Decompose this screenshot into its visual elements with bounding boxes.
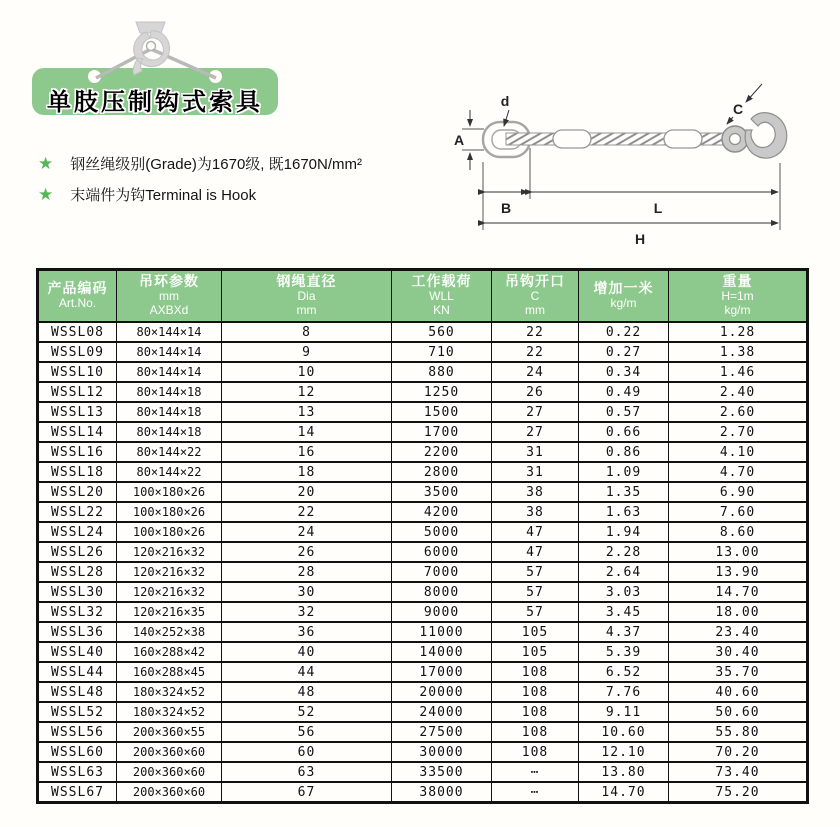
table-row [38,542,808,562]
table-row [38,482,808,502]
cell-weight: 2.60 [669,402,808,422]
cell-art_no: WSSL13 [38,402,117,422]
cell-rope_dia: 52 [222,702,392,722]
cell-hook_opening: 26 [492,382,579,402]
cell-hook_opening: 108 [492,702,579,722]
page-title: 单肢压制钩式索具 [47,89,263,116]
cell-art_no: WSSL56 [38,722,117,742]
dim-label-d: d [500,93,510,109]
cell-add_per_meter: 14.70 [579,782,669,803]
hook-shape [745,113,787,159]
cell-art_no: WSSL67 [38,782,117,803]
cell-weight: 4.70 [669,462,808,482]
column-header-rope_dia [222,270,392,323]
hanging-hook-icon [60,20,280,86]
table-head [38,270,808,323]
cell-weight: 55.80 [669,722,808,742]
cell-art_no: WSSL44 [38,662,117,682]
cell-wll: 560 [392,322,492,342]
column-header-line: Dia [297,289,316,303]
cell-weight: 14.70 [669,582,808,602]
column-header-line: 增加一米 [593,280,654,296]
cell-wll: 1700 [392,422,492,442]
cell-weight: 18.00 [669,602,808,622]
cell-ring_params: 200×360×55 [117,722,222,742]
cell-hook_opening: 22 [492,322,579,342]
cell-hook_opening: 105 [492,642,579,662]
cell-hook_opening: 108 [492,662,579,682]
column-header-line: kg/m [610,296,637,310]
cell-rope_dia: 14 [222,422,392,442]
cell-add_per_meter: 6.52 [579,662,669,682]
table-row [38,342,808,362]
cell-hook_opening: 108 [492,742,579,762]
cell-add_per_meter: 2.64 [579,562,669,582]
dim-arrow-d [504,110,509,126]
cell-wll: 2200 [392,442,492,462]
column-header-line: H=1m [721,289,754,303]
note-grade [38,152,362,174]
cell-rope_dia: 18 [222,462,392,482]
cell-rope_dia: 67 [222,782,392,803]
cell-ring_params: 80×144×22 [117,442,222,462]
cell-hook_opening: 57 [492,582,579,602]
cell-ring_params: 80×144×14 [117,342,222,362]
cell-weight: 23.40 [669,622,808,642]
cell-wll: 4200 [392,502,492,522]
cell-hook_opening: ⋯ [492,782,579,803]
cell-ring_params: 80×144×18 [117,402,222,422]
cell-ring_params: 160×288×42 [117,642,222,662]
column-header-line: mm [525,303,545,317]
dim-label-L: L [653,200,663,216]
cell-hook_opening: 31 [492,442,579,462]
cell-ring_params: 120×216×32 [117,562,222,582]
cell-wll: 880 [392,362,492,382]
cell-add_per_meter: 2.28 [579,542,669,562]
cell-hook_opening: 22 [492,342,579,362]
cell-art_no: WSSL28 [38,562,117,582]
cell-ring_params: 180×324×52 [117,682,222,702]
cell-wll: 3500 [392,482,492,502]
cell-art_no: WSSL30 [38,582,117,602]
cell-hook_opening: 108 [492,722,579,742]
cell-add_per_meter: 1.35 [579,482,669,502]
cell-art_no: WSSL24 [38,522,117,542]
ferrule-right [664,130,702,148]
cell-hook_opening: 108 [492,682,579,702]
column-header-wll [392,270,492,323]
cell-weight: 40.60 [669,682,808,702]
hook-pivot [147,42,156,51]
cell-ring_params: 80×144×14 [117,322,222,342]
hook-eye-hole [730,134,741,145]
table-row [38,582,808,602]
cell-wll: 27500 [392,722,492,742]
dim-label-B: B [500,200,512,216]
star-icon: ★ [38,184,54,204]
cell-wll: 14000 [392,642,492,662]
cell-weight: 1.38 [669,342,808,362]
table-row [38,502,808,522]
table-row [38,662,808,682]
cell-rope_dia: 40 [222,642,392,662]
cell-art_no: WSSL36 [38,622,117,642]
cell-hook_opening: 47 [492,522,579,542]
column-header-hook_opening [492,270,579,323]
cell-ring_params: 140×252×38 [117,622,222,642]
table-row [38,762,808,782]
cell-wll: 33500 [392,762,492,782]
cell-add_per_meter: 7.76 [579,682,669,702]
cell-wll: 38000 [392,782,492,803]
sling-diagram [450,80,835,258]
dim-label-C: C [732,101,744,117]
table-row [38,702,808,722]
cell-ring_params: 120×216×35 [117,602,222,622]
column-header-line: mm [159,289,179,303]
cell-add_per_meter: 0.66 [579,422,669,442]
cell-ring_params: 200×360×60 [117,762,222,782]
cell-rope_dia: 28 [222,562,392,582]
column-header-line: C [530,289,540,303]
table-row [38,722,808,742]
cell-art_no: WSSL09 [38,342,117,362]
cell-wll: 1250 [392,382,492,402]
table-row [38,442,808,462]
column-header-line: 工作载荷 [411,273,472,289]
cell-ring_params: 100×180×26 [117,502,222,522]
cell-add_per_meter: 9.11 [579,702,669,722]
cell-add_per_meter: 0.34 [579,362,669,382]
table-row [38,602,808,622]
column-header-line: WLL [429,289,454,303]
cell-wll: 17000 [392,662,492,682]
cell-add_per_meter: 3.03 [579,582,669,602]
column-header-line: AXBXd [149,303,189,317]
column-header-ring_params [117,270,222,323]
cell-weight: 2.40 [669,382,808,402]
cell-ring_params: 100×180×26 [117,522,222,542]
star-icon: ★ [38,153,54,173]
cell-wll: 7000 [392,562,492,582]
cell-weight: 7.60 [669,502,808,522]
cell-wll: 24000 [392,702,492,722]
table-row [38,322,808,342]
dim-arrow-C-upper [746,84,762,102]
cell-add_per_meter: 0.27 [579,342,669,362]
cell-art_no: WSSL52 [38,702,117,722]
cell-art_no: WSSL40 [38,642,117,662]
cell-wll: 5000 [392,522,492,542]
product-table [36,268,809,804]
cell-weight: 4.10 [669,442,808,462]
cell-rope_dia: 9 [222,342,392,362]
dim-arrow-C-lower [727,117,733,124]
cell-rope_dia: 26 [222,542,392,562]
cell-ring_params: 100×180×26 [117,482,222,502]
note-text: 末端件为钩Terminal is Hook [70,186,257,204]
note-terminal [38,183,362,205]
cell-rope_dia: 30 [222,582,392,602]
dim-label-A: A [453,132,465,148]
hook-body [133,31,169,75]
cell-weight: 73.40 [669,762,808,782]
cell-rope_dia: 56 [222,722,392,742]
cell-rope_dia: 24 [222,522,392,542]
cell-add_per_meter: 0.86 [579,442,669,462]
cell-weight: 13.90 [669,562,808,582]
note-text: 钢丝绳级别(Grade)为1670级, 既1670N/mm² [70,155,362,173]
cell-art_no: WSSL12 [38,382,117,402]
cell-art_no: WSSL18 [38,462,117,482]
cell-hook_opening: 24 [492,362,579,382]
cell-wll: 2800 [392,462,492,482]
table-row [38,682,808,702]
cell-ring_params: 120×216×32 [117,582,222,602]
column-header-line: mm [296,303,317,317]
column-header-line: 产品编码 [47,280,108,296]
dim-label-H: H [634,231,646,247]
cell-add_per_meter: 0.22 [579,322,669,342]
cell-rope_dia: 16 [222,442,392,462]
cell-add_per_meter: 4.37 [579,622,669,642]
cell-wll: 20000 [392,682,492,702]
table-row [38,422,808,442]
cell-rope_dia: 22 [222,502,392,522]
cell-hook_opening: 27 [492,402,579,422]
column-header-add_per_meter [579,270,669,323]
table-row [38,742,808,762]
column-header-art_no [38,270,117,323]
cell-ring_params: 80×144×22 [117,462,222,482]
cell-add_per_meter: 3.45 [579,602,669,622]
notes-list [38,152,362,214]
cell-hook_opening: 47 [492,542,579,562]
column-header-line: kg/m [724,303,751,317]
cell-wll: 9000 [392,602,492,622]
column-header-line: 吊钩开口 [505,273,565,289]
cell-add_per_meter: 13.80 [579,762,669,782]
cell-hook_opening: 27 [492,422,579,442]
cell-wll: 6000 [392,542,492,562]
cell-add_per_meter: 10.60 [579,722,669,742]
cell-hook_opening: 38 [492,502,579,522]
header-row [38,270,808,323]
column-header-line: 钢绳直径 [276,273,337,289]
cell-add_per_meter: 5.39 [579,642,669,662]
wire-rope [506,133,738,145]
cell-weight: 70.20 [669,742,808,762]
cell-add_per_meter: 12.10 [579,742,669,762]
cell-ring_params: 180×324×52 [117,702,222,722]
cell-wll: 1500 [392,402,492,422]
cell-art_no: WSSL60 [38,742,117,762]
cell-rope_dia: 10 [222,362,392,382]
table-row [38,622,808,642]
table-row [38,522,808,542]
table-row [38,642,808,662]
cell-art_no: WSSL48 [38,682,117,702]
cell-add_per_meter: 1.09 [579,462,669,482]
cell-weight: 1.46 [669,362,808,382]
cell-wll: 8000 [392,582,492,602]
cell-rope_dia: 32 [222,602,392,622]
table-row [38,402,808,422]
column-header-line: 重量 [722,273,753,289]
cell-rope_dia: 44 [222,662,392,682]
cell-weight: 30.40 [669,642,808,662]
cell-weight: 13.00 [669,542,808,562]
cell-weight: 35.70 [669,662,808,682]
cell-art_no: WSSL26 [38,542,117,562]
cell-hook_opening: 105 [492,622,579,642]
cell-art_no: WSSL16 [38,442,117,462]
cell-ring_params: 200×360×60 [117,742,222,762]
cell-hook_opening: 38 [492,482,579,502]
cell-rope_dia: 36 [222,622,392,642]
ferrule-left [553,130,591,148]
table-row [38,782,808,803]
cell-rope_dia: 60 [222,742,392,762]
cell-wll: 30000 [392,742,492,762]
column-header-line: Art.No. [58,296,97,310]
cell-ring_params: 200×360×60 [117,782,222,803]
cell-ring_params: 80×144×18 [117,422,222,442]
cell-art_no: WSSL63 [38,762,117,782]
cell-ring_params: 160×288×45 [117,662,222,682]
cell-ring_params: 80×144×14 [117,362,222,382]
column-header-weight [669,270,808,323]
cell-art_no: WSSL08 [38,322,117,342]
cell-weight: 1.28 [669,322,808,342]
cell-ring_params: 120×216×32 [117,542,222,562]
cell-weight: 8.60 [669,522,808,542]
cell-rope_dia: 20 [222,482,392,502]
cell-wll: 710 [392,342,492,362]
cell-rope_dia: 12 [222,382,392,402]
table-row [38,462,808,482]
cell-add_per_meter: 0.49 [579,382,669,402]
column-header-line: 吊环参数 [139,273,199,289]
cell-rope_dia: 8 [222,322,392,342]
cell-art_no: WSSL32 [38,602,117,622]
table-row [38,362,808,382]
cell-hook_opening: ⋯ [492,762,579,782]
cell-add_per_meter: 1.63 [579,502,669,522]
table-row [38,562,808,582]
cell-hook_opening: 57 [492,562,579,582]
cell-weight: 50.60 [669,702,808,722]
cell-ring_params: 80×144×18 [117,382,222,402]
cell-rope_dia: 63 [222,762,392,782]
cell-hook_opening: 31 [492,462,579,482]
cell-add_per_meter: 1.94 [579,522,669,542]
cell-art_no: WSSL22 [38,502,117,522]
cell-rope_dia: 48 [222,682,392,702]
cell-rope_dia: 13 [222,402,392,422]
column-header-line: KN [433,303,450,317]
cell-art_no: WSSL14 [38,422,117,442]
cell-hook_opening: 57 [492,602,579,622]
cell-weight: 2.70 [669,422,808,442]
table-body [38,322,808,803]
cell-art_no: WSSL10 [38,362,117,382]
cell-add_per_meter: 0.57 [579,402,669,422]
cell-weight: 75.20 [669,782,808,803]
cell-weight: 6.90 [669,482,808,502]
table-row [38,382,808,402]
cell-art_no: WSSL20 [38,482,117,502]
cell-wll: 11000 [392,622,492,642]
